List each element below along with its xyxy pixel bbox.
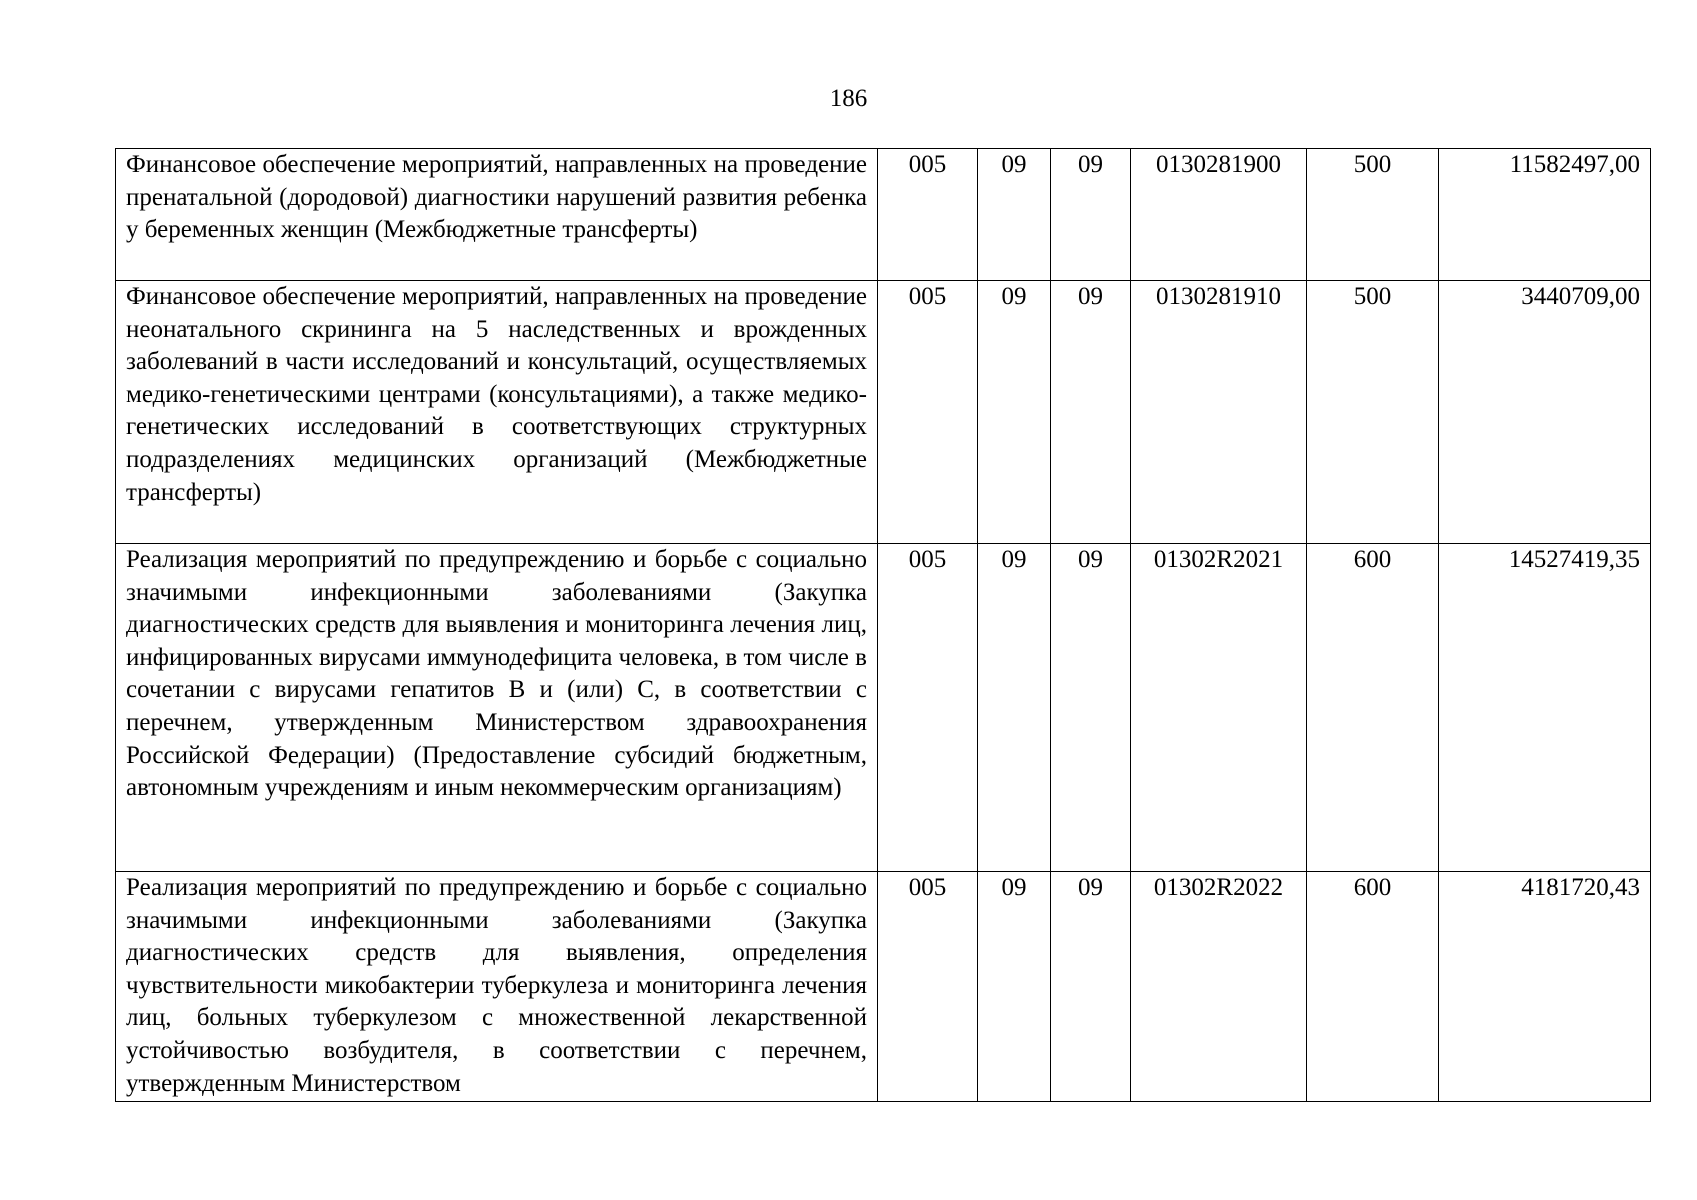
table-row (116, 149, 1651, 281)
table-row (116, 281, 1651, 544)
expense-type-code: 500 (1307, 149, 1439, 281)
amount-value: 3440709,00 (1439, 281, 1651, 544)
expense-type-code: 600 (1307, 544, 1439, 872)
section-code: 09 (978, 149, 1051, 281)
amount-value: 4181720,43 (1439, 872, 1651, 1102)
page-number: 186 (829, 85, 868, 112)
table-row (116, 872, 1651, 1102)
target-article-code: 01302R2021 (1131, 544, 1307, 872)
section-code: 09 (978, 281, 1051, 544)
amount-value: 14527419,35 (1439, 544, 1651, 872)
target-article-code: 01302R2022 (1131, 872, 1307, 1102)
row-description: Финансовое обеспечение мероприятий, направленных на проведение неонатального скрининга на 5 наследственных и врожденных заболеваний в части исследований и консультаций, осуществляемых медико-генетическими центрами (консультациями), а также медико-генетических исследований в соответствующих структурных подразделениях медицинских организаций (Межбюджетные трансферты) (116, 281, 878, 544)
target-article-code: 0130281900 (1131, 149, 1307, 281)
subsection-code: 09 (1051, 149, 1131, 281)
ministry-code: 005 (878, 872, 978, 1102)
table-row (116, 544, 1651, 872)
subsection-code: 09 (1051, 281, 1131, 544)
target-article-code: 0130281910 (1131, 281, 1307, 544)
ministry-code: 005 (878, 149, 978, 281)
expense-type-code: 600 (1307, 872, 1439, 1102)
budget-table (115, 148, 1651, 1102)
expense-type-code: 500 (1307, 281, 1439, 544)
row-description: Финансовое обеспечение мероприятий, направленных на проведение пренатальной (дородовой) диагностики нарушений развития ребенка у беременных женщин (Межбюджетные трансферты) (116, 149, 878, 281)
row-description: Реализация мероприятий по предупреждению и борьбе с социально значимыми инфекционными заболеваниями (Закупка диагностических средств для выявления и мониторинга лечения лиц, инфицированных вирусами иммунодефицита человека, в том числе в сочетании с вирусами гепатитов B и (или) C, в соответствии с перечнем, утвержденным Министерством здравоохранения Российской Федерации) (Предоставление субсидий бюджетным, автономным учреждениям и иным некоммерческим организациям) (116, 544, 878, 872)
subsection-code: 09 (1051, 872, 1131, 1102)
ministry-code: 005 (878, 544, 978, 872)
section-code: 09 (978, 544, 1051, 872)
amount-value: 11582497,00 (1439, 149, 1651, 281)
row-description: Реализация мероприятий по предупреждению и борьбе с социально значимыми инфекционными заболеваниями (Закупка диагностических средств для выявления, определения чувствительности микобактерии туберкулеза и мониторинга лечения лиц, больных туберкулезом с множественной лекарственной устойчивостью возбудителя, в соответствии с перечнем, утвержденным Министерством (116, 872, 878, 1102)
ministry-code: 005 (878, 281, 978, 544)
subsection-code: 09 (1051, 544, 1131, 872)
section-code: 09 (978, 872, 1051, 1102)
